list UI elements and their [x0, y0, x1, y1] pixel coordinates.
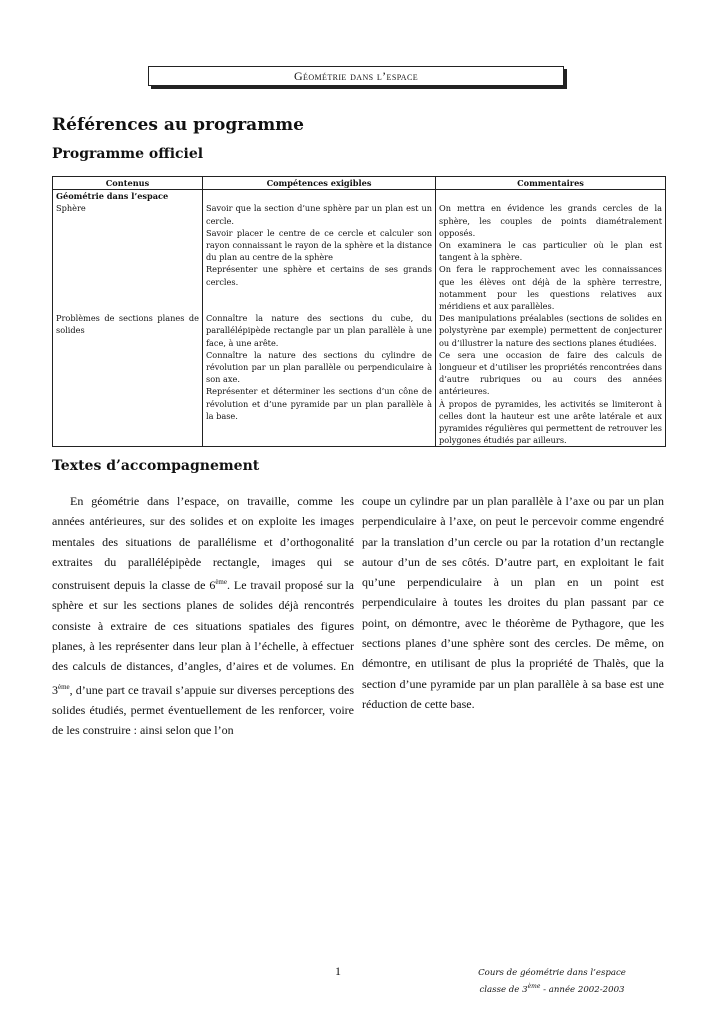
footer-text-part: classe de 3	[479, 984, 528, 995]
row-competences: Connaître la nature des sections du cube, du parallélépipède rectangle par un plan parallèle à une face, à une arête. Connaître la nature des sections du cylindre de révolution par un plan parallèle ou perpendiculaire à son axe. Représenter et déterminer les sections d’un cône de révolution et d’une pyramide par un plan parallèle à la base.	[203, 312, 436, 447]
chapter-title: Géométrie dans l’espace	[293, 68, 419, 83]
group-label: Géométrie dans l’espace	[53, 190, 203, 203]
body-text-part: . Le travail proposé sur la sphère et sur les sections planes de solides déjà rencontrés consiste à extraire de ces situations spatiales des figures planes, à les représenter dans leur plan à l’échelle, à effectuer des calculs de distances, d’angles, d’aires et de volumes. En 3	[52, 578, 354, 697]
page-number: 1	[335, 964, 341, 978]
empty-cell	[436, 190, 666, 203]
header-contenus: Contenus	[53, 177, 203, 190]
row-commentaires: Des manipulations préalables (sections de solides en polystyrène par exemple) permettent de conjecturer ou d’illustrer la nature des sections planes étudiées. Ce sera une occasion de faire des calculs de longueur et d’utiliser les propriétés rencontrées dans d’autre rubriques ou au cours des années antérieures. À propos de pyramides, les activités se limiteront à celles dont la hauteur est une arête latérale et aux pyramides régulières qui permettent de retrouver les polygones étudiés par ailleurs.	[436, 312, 666, 447]
chapter-title-box	[148, 66, 564, 86]
footer-text-part: - année 2002-2003	[540, 984, 625, 995]
subsection-textes-title: Textes d’accompagnement	[52, 458, 260, 474]
body-column-left	[52, 491, 354, 741]
row-contenus: Problèmes de sections planes de solides	[53, 312, 203, 447]
row-competences: Savoir que la section d’une sphère par un plan est un cercle. Savoir placer le centre de ce cercle et calculer son rayon connaissant le rayon de la sphère et la distance du plan au centre de la sphère Représenter une sphère et certains de ses grands cercles.	[203, 202, 436, 312]
body-column-right: coupe un cylindre par un plan parallèle à l’axe ou par un plan perpendiculaire à l’axe, on peut le percevoir comme engendré par la translation d’un cercle ou par la rotation d’un rectangle autour d’un de ses côtés. D’autre part, en exploitant le fait qu’une perpendiculaire à un plan en un point est perpendiculaire à toutes les droites du plan passant par ce point, on démontre, avec le théorème de Pythagore, que les sections planes d’une sphère sont des cercles. De même, on démontre, en utilisant de plus la propriété de Thalès, que la section d’une pyramide par un plan parallèle à sa base est une réduction de cette base.	[362, 494, 664, 711]
table-group-row	[53, 190, 666, 203]
superscript-eme: ème	[527, 983, 541, 990]
subsection-programme-title: Programme officiel	[52, 146, 204, 162]
body-text-part: , d’une part ce travail s’appuie sur diverses perceptions des solides étudiés, permet éventuellement de les renforcer, voire de les construire : ainsi selon que l’on	[52, 682, 354, 738]
footer-line-1: Cours de géométrie dans l’espace	[478, 968, 626, 978]
footer-note	[452, 966, 652, 997]
superscript-eme: ème	[215, 578, 227, 587]
empty-cell	[203, 190, 436, 203]
table-row	[53, 202, 666, 312]
footer-line-2	[452, 980, 652, 997]
programme-table	[52, 176, 666, 447]
superscript-eme: ème	[58, 682, 70, 691]
header-competences: Compétences exigibles	[203, 177, 436, 190]
table-header-row	[53, 177, 666, 190]
row-commentaires: On mettra en évidence les grands cercles de la sphère, les couples de points diamétralement opposés. On examinera le cas particulier où le plan est tangent à la sphère. On fera le rapprochement avec les connaissances que les élèves ont déjà de la sphère terrestre, notamment pour les questions relatives aux méridiens et aux parallèles.	[436, 202, 666, 312]
row-contenus: Sphère	[53, 202, 203, 312]
header-commentaires: Commentaires	[436, 177, 666, 190]
section-title: Références au programme	[52, 115, 304, 135]
table-row	[53, 312, 666, 447]
body-text-part: En géométrie dans l’espace, on travaille, comme les années antérieures, sur des solides et on exploite les images mentales des situations de parallélisme et d’orthogonalité extraites du parallélépipède rectangle, images qui se construisent depuis la classe de 6	[52, 494, 354, 593]
